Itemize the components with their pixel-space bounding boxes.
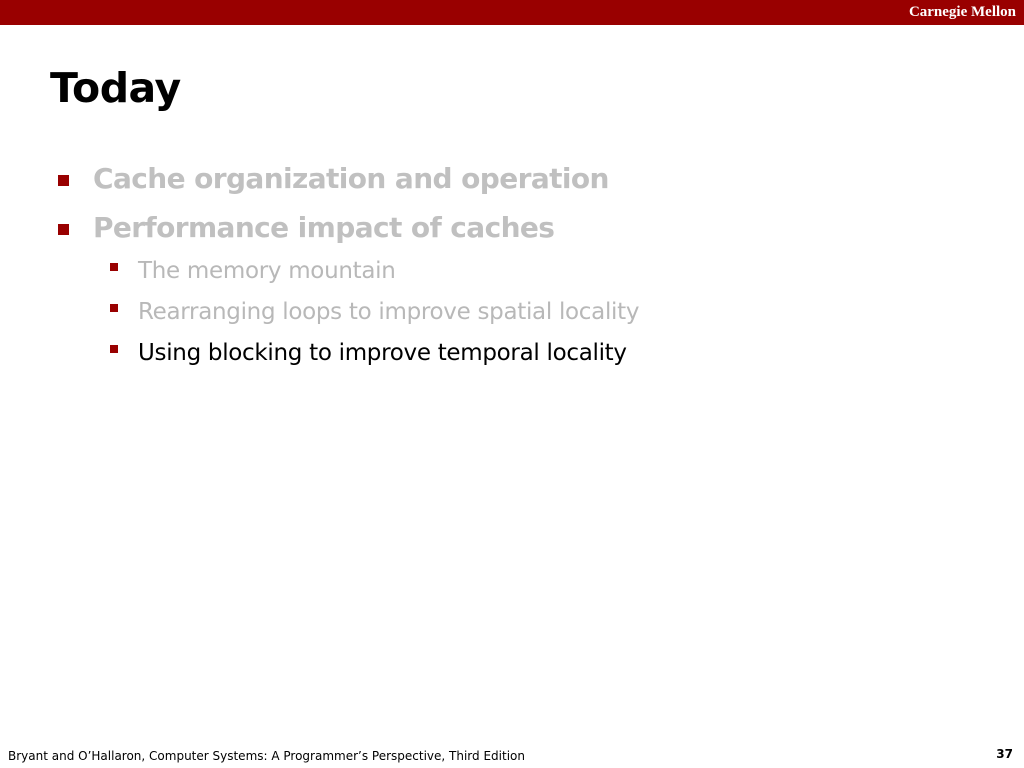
footer-citation: Bryant and O’Hallaron, Computer Systems: A Programmer’s Perspective, Third Edition [8,749,525,763]
bullet-text: Using blocking to improve temporal locality [138,340,627,366]
bullet-item [93,162,609,195]
bullet-text: The memory mountain [138,258,396,284]
bullet-item [93,211,554,244]
slide-title: Today [50,64,181,112]
square-bullet-icon [110,263,118,271]
square-bullet-icon [58,175,69,186]
page-number: 37 [996,747,1013,761]
brand-label: Carnegie Mellon [908,4,1016,20]
square-bullet-icon [58,224,69,235]
sub-bullet-item [138,258,396,284]
bullet-text: Performance impact of caches [93,211,555,244]
sub-bullet-item [138,299,639,325]
bullet-text: Cache organization and operation [93,162,609,195]
square-bullet-icon [110,345,118,353]
bullet-text: Rearranging loops to improve spatial locality [138,299,640,325]
square-bullet-icon [110,304,118,312]
sub-bullet-item-active [138,340,627,366]
